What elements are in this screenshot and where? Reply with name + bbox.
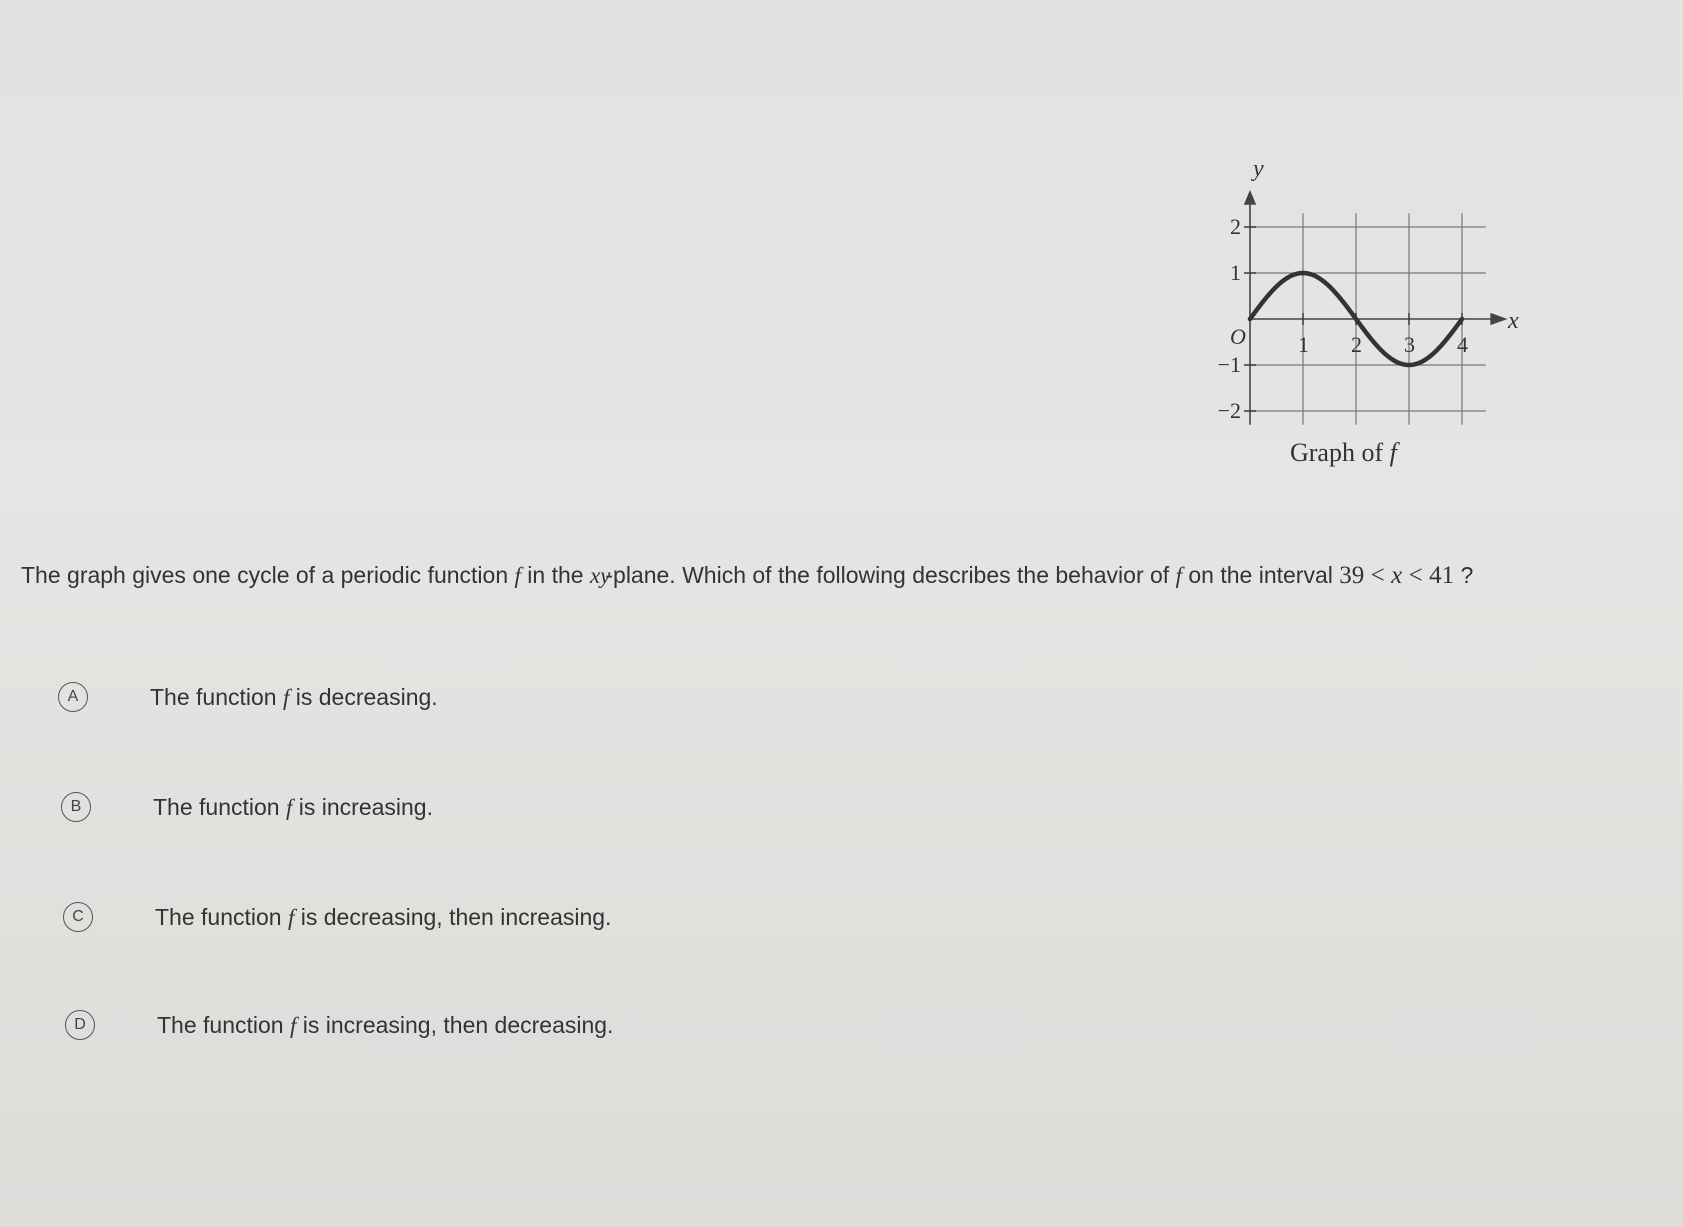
- choice-c-text[interactable]: The function f is decreasing, then increasing.: [155, 903, 612, 930]
- x-axis-arrow: [1491, 314, 1505, 324]
- choice-b[interactable]: [61, 787, 433, 827]
- origin-label: O: [1230, 324, 1246, 349]
- choice-b-text[interactable]: The function f is increasing.: [153, 793, 433, 820]
- x-tick-label: 4: [1457, 332, 1468, 357]
- choice-b-bubble[interactable]: B: [61, 792, 91, 822]
- x-axis-label: x: [1508, 308, 1519, 334]
- x-tick-label: 1: [1298, 332, 1309, 357]
- y-tick-label: −2: [1217, 398, 1241, 423]
- y-tick-label: −1: [1217, 352, 1241, 377]
- y-tick-label: 2: [1230, 214, 1241, 239]
- graph-caption: Graph of f: [1290, 438, 1397, 467]
- y-tick-label: 1: [1230, 260, 1241, 285]
- choice-a-bubble[interactable]: A: [58, 682, 88, 712]
- choice-a[interactable]: [58, 677, 438, 717]
- function-graph: [1190, 150, 1550, 490]
- choice-a-text[interactable]: The function f is decreasing.: [150, 683, 438, 710]
- choice-c[interactable]: [63, 897, 612, 937]
- question-text: The graph gives one cycle of a periodic function f in the xy-plane. Which of the following describes the behavior of f on the interval 39 < x < 41 ?: [21, 562, 1474, 589]
- y-axis-label: y: [1253, 156, 1264, 182]
- choice-c-bubble[interactable]: C: [63, 902, 93, 932]
- x-tick-label: 3: [1404, 332, 1415, 357]
- choice-d-text[interactable]: The function f is increasing, then decreasing.: [157, 1011, 614, 1038]
- choice-d[interactable]: [65, 1005, 614, 1045]
- choice-d-bubble[interactable]: D: [65, 1010, 95, 1040]
- y-axis-arrow: [1245, 192, 1255, 204]
- x-tick-label: 2: [1351, 332, 1362, 357]
